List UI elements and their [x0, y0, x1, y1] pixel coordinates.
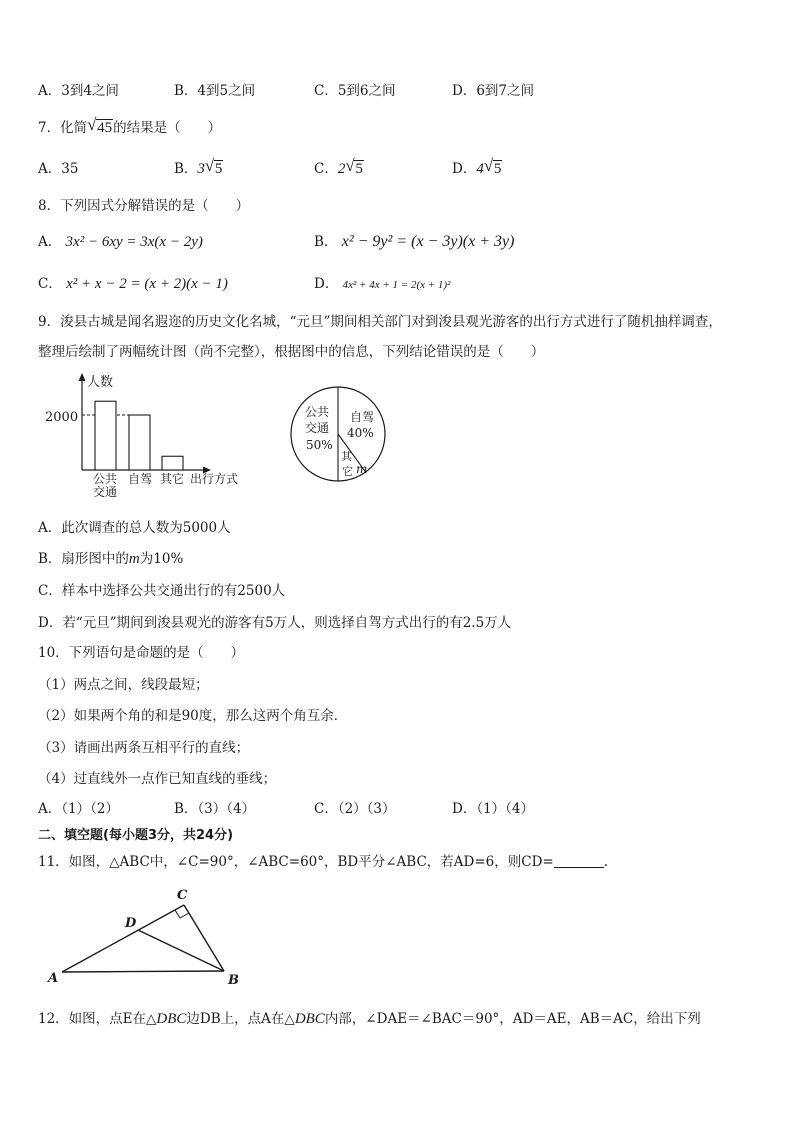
pie-label-public-2: 交通 — [305, 421, 330, 435]
q6-option-c: C．5到6之间 — [314, 83, 396, 99]
q7-stem-suffix: 的结果是（ ） — [113, 120, 222, 136]
q8-option-b: B． x² − 9y² = (x − 3y)(x + 3y) — [314, 233, 515, 250]
q11-answer-blank — [554, 853, 604, 868]
pie-chart — [288, 384, 388, 484]
q9-stem-line1: 9．浚县古城是闻名遐迩的历史文化名城，“元旦”期间相关部门对到浚县观光游客的出行方式进行了随机抽样调查， — [38, 314, 722, 330]
side-ac — [62, 905, 184, 972]
y-axis-arrow — [79, 373, 86, 381]
bar-public-transport — [95, 401, 116, 470]
bar-category-1-line1: 公共 — [93, 472, 118, 486]
q11-stem-text: 11．如图，△ABC中，∠C=90°，∠ABC=60°，BD平分∠ABC，若AD=6，则CD= — [38, 854, 554, 870]
right-angle-mark — [175, 910, 189, 918]
q11-stem: 11．如图，△ABC中，∠C=90°，∠ABC=60°，BD平分∠ABC，若AD=6，则CD= . — [38, 854, 609, 870]
label-d: D — [125, 916, 137, 931]
bar-category-3: 其它 — [160, 472, 185, 486]
q11-triangle-figure — [40, 885, 270, 990]
bar-category-1-line2: 交通 — [93, 485, 118, 499]
pie-label-self-1: 自驾 — [350, 410, 375, 424]
q7-option-a: A．35 — [38, 161, 79, 177]
q7-option-c: C．2 √ 5 — [314, 156, 363, 177]
q7-option-d: D．4 √ 5 — [452, 156, 502, 177]
q10-option-d: D．（1）（4） — [452, 801, 535, 817]
q8-stem: 8．下列因式分解错误的是（ ） — [38, 198, 250, 214]
q8-option-c: C． x² + x − 2 = (x + 2)(x − 1) — [38, 276, 228, 292]
q6-option-d: D．6到7之间 — [452, 83, 535, 99]
q6-option-b: B．4到5之间 — [174, 83, 256, 99]
pie-label-public-3: 50% — [306, 438, 333, 452]
pie-label-public-1: 公共 — [305, 405, 330, 419]
label-a: A — [48, 971, 59, 986]
q10-stem: 10．下列语句是命题的是（ ） — [38, 645, 245, 661]
q12-stem: 12．如图，点E在△DBC边DB上，点A在△DBC内部，∠DAE＝∠BAC＝90°，AD＝AE，AB＝AC，给出下列 — [38, 1011, 701, 1027]
q7-stem — [38, 115, 222, 138]
q10-option-b: B．（3）（4） — [174, 801, 256, 817]
q10-statement-2: （2）如果两个角的和是90度，那么这两个角互余． — [38, 708, 348, 724]
q9-option-b: B．扇形图中的m为10% — [38, 551, 184, 567]
q7-option-b: B．3 √ 5 — [174, 156, 223, 177]
q7-radical: √ 45 — [87, 115, 113, 136]
pie-label-other-1: 其 — [341, 450, 352, 463]
pie-label-other-2: 它 — [342, 465, 353, 478]
bar-chart — [40, 370, 260, 505]
q7-stem-prefix: 7．化简 — [38, 120, 88, 136]
y-axis-label: 人数 — [87, 375, 114, 390]
label-c: C — [177, 888, 188, 903]
q10-statement-1: （1）两点之间，线段最短； — [38, 677, 209, 693]
pie-label-self-2: 40% — [347, 426, 374, 440]
q9-option-a: A．此次调查的总人数为5000人 — [38, 520, 231, 536]
bar-self-drive — [129, 415, 150, 470]
q9-option-d: D．若“元旦”期间到浚县观光的游客有5万人，则选择自驾方式出行的有2.5万人 — [38, 615, 512, 631]
x-axis-label: 出行方式 — [190, 472, 239, 486]
bar-category-2: 自驾 — [128, 472, 153, 486]
q10-statement-4: （4）过直线外一点作已知直线的垂线； — [38, 771, 277, 787]
side-ab — [62, 971, 224, 972]
q6-option-a: A．3到4之间 — [38, 83, 119, 99]
pie-label-other-3: m — [356, 462, 368, 476]
q8-option-a: A． 3x² − 6xy = 3x(x − 2y) — [38, 234, 203, 250]
q10-option-a: A．（1）（2） — [38, 801, 119, 817]
section-heading-fill-in: 二、填空题(每小题3分，共24分) — [38, 828, 234, 843]
q9-option-c: C．样本中选择公共交通出行的有2500人 — [38, 583, 286, 599]
q8-option-d: D． 4x² + 4x + 1 = 2(x + 1)² — [314, 276, 451, 292]
q10-statement-3: （3）请画出两条互相平行的直线； — [38, 740, 250, 756]
q10-option-c: C．（2）（3） — [314, 801, 396, 817]
label-b: B — [228, 973, 239, 988]
q9-stem-line2: 整理后绘制了两幅统计图（尚不完整），根据图中的信息，下列结论错误的是（ ） — [38, 344, 545, 360]
bar-other — [162, 456, 183, 470]
y-tick-label: 2000 — [45, 410, 79, 425]
